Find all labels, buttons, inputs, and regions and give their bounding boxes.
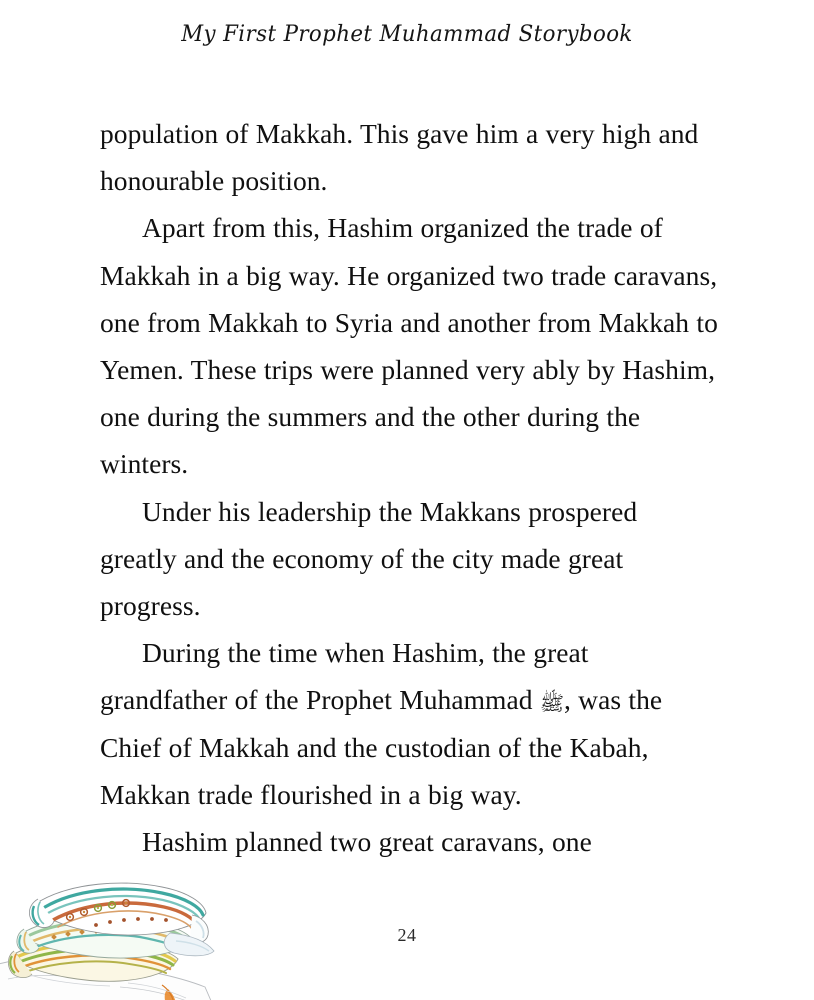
base-cloth-shape: [0, 959, 215, 1000]
paragraph-2-text: Apart from this, Hashim organized the trade of Makkah in a big way. He organized two trade caravans, one from Makkah to Syria and another from Makkah to Yemen. These trips were planned very ably by Hashim, one during the summers and the other during the winters.: [100, 212, 718, 480]
paragraph-1-text: population of Makkah. This gave him a very high and honourable position.: [100, 118, 699, 197]
orange-accent-shape: [165, 989, 176, 1000]
paragraph-4: [100, 629, 718, 818]
running-head: My First Prophet Muhammad Storybook: [181, 22, 633, 47]
paragraph-3-text: Under his leadership the Makkans prospered greatly and the economy of the city made great progress.: [100, 495, 638, 622]
body-text-block: [100, 110, 718, 865]
sallallahu-alayhi-wasallam-icon: ﷺ: [539, 691, 565, 716]
paragraph-3: [100, 488, 718, 630]
cloth-circle-motifs-top: [67, 900, 130, 921]
paragraph-5-text: Hashim planned two great caravans, one: [142, 826, 592, 858]
paragraph-1: [100, 110, 718, 204]
paragraph-4-text-before-honorific: During the time when Hashim, the great grandfather of the Prophet Muhammad: [100, 637, 589, 716]
paragraph-4-text-after-honorific: , was the Chief of Makkah and the custodian of the Kabah, Makkan trade flourished in a big way.: [100, 684, 663, 810]
paragraph-2: [100, 204, 718, 487]
paragraph-5: [100, 818, 718, 865]
page-number: 24: [397, 925, 417, 945]
